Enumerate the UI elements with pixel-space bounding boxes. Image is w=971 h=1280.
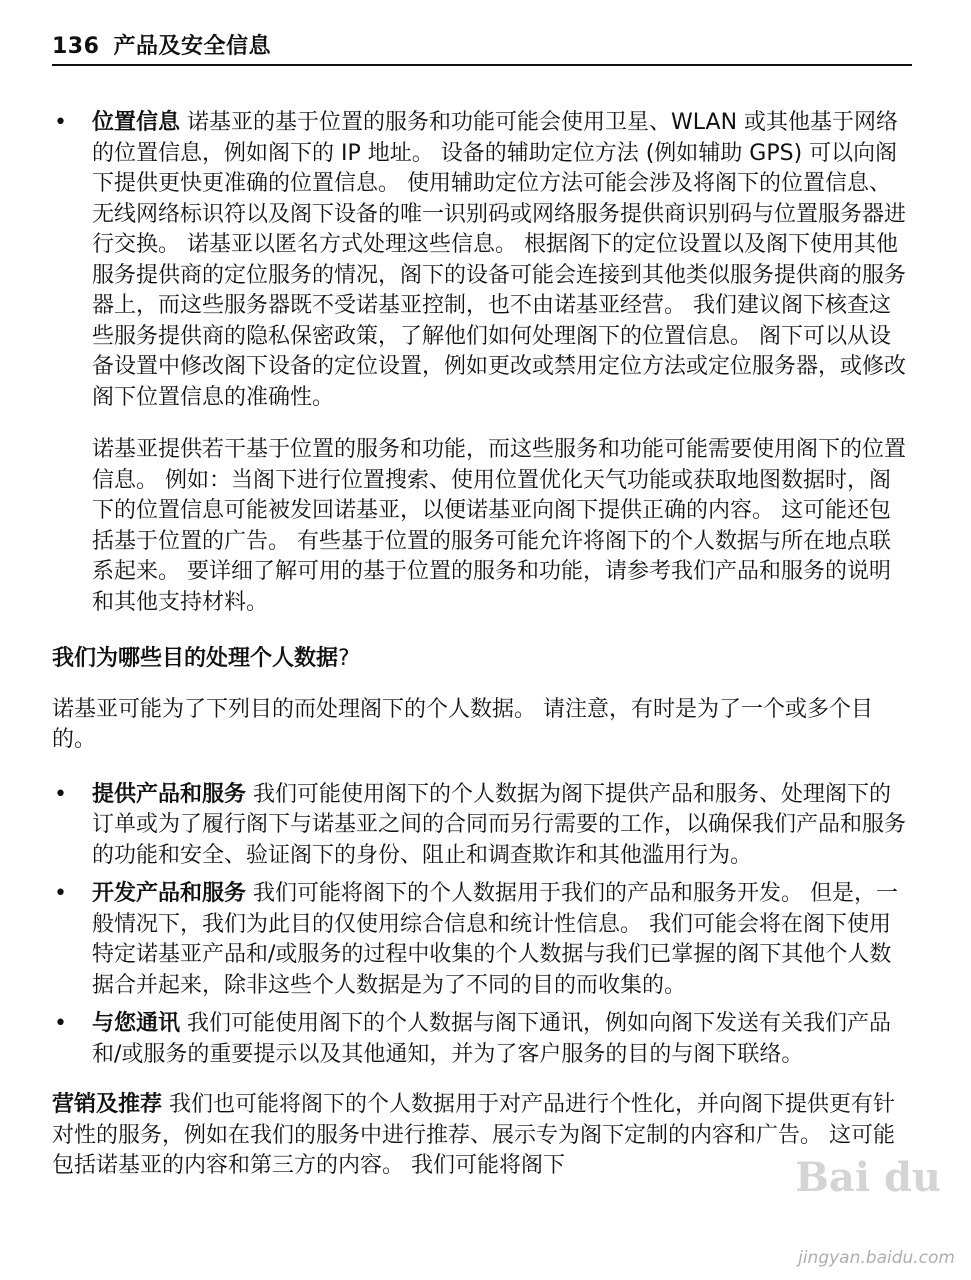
bullet-dot: • — [54, 1011, 67, 1036]
list-item-text — [92, 1009, 912, 1070]
page-header-title: 产品及安全信息 — [113, 34, 271, 59]
list-item — [52, 780, 912, 872]
location-paragraph — [92, 108, 912, 413]
purposes-heading-text: 我们为哪些目的处理个人数据 — [52, 646, 339, 671]
location-term: 位置信息 — [92, 110, 181, 135]
bullet-dot: • — [54, 110, 67, 135]
page-header — [52, 30, 912, 66]
list-item-text — [92, 780, 912, 872]
list-item-body: 我们可能使用阁下的个人数据为阁下提供产品和服务、处理阁下的订单或为了履行阁下与诺基亚之间的合同而另行需要的工作，以确保我们产品和服务的功能和安全、验证阁下的身份、阻止和调查欺诈和其他滥用行为。 — [92, 781, 907, 868]
bullet-dot: • — [54, 881, 67, 906]
purposes-heading-mark: ? — [338, 646, 350, 671]
document-page — [52, 30, 912, 1182]
bullet-location-info — [52, 108, 912, 413]
list-item-term: 提供产品和服务 — [92, 781, 247, 807]
watermark-url: jingyan.baidu.com — [798, 1248, 955, 1268]
list-item — [52, 1009, 912, 1070]
page-number: 136 — [52, 34, 100, 59]
location-paragraph-2: 诺基亚提供若干基于位置的服务和功能，而这些服务和功能可能需要使用阁下的位置信息。 例如：当阁下进行位置搜索、使用位置优化天气功能或获取地图数据时，阁下的位置信息可能被发回诺基亚，以便诺基亚向阁下提供正确的内容。 这可能还包括基于位置的广告。 有些基于位置的服务可能允许将阁下的个人数据与所在地点联系起来。 要详细了解可用的基于位置的服务和功能，请参考我们产品和服务的说明和其他支持材料。 — [92, 437, 907, 615]
baidu-watermark — [761, 1154, 961, 1274]
purposes-list — [52, 780, 912, 1071]
marketing-term: 营销及推荐 — [52, 1092, 163, 1117]
page-content — [52, 108, 912, 1182]
bullet-dot: • — [54, 781, 67, 807]
marketing-text: 我们也可能将阁下的个人数据用于对产品进行个性化，并向阁下提供更有针对性的服务，例如在我们的服务中进行推荐、展示专为阁下定制的内容和广告。 这可能包括诺基亚的内容和第三方的内容。 我们可能将阁下 — [52, 1092, 896, 1178]
list-item-text — [92, 879, 912, 1001]
list-item-body: 我们可能将阁下的个人数据用于我们的产品和服务开发。 但是，一般情况下，我们为此目的仅使用综合信息和统计性信息。 我们可能会将在阁下使用特定诺基亚产品和/或服务的过程中收集的个人数据与我们已掌握的阁下其他个人数据合并起来，除非这些个人数据是为了不同的目的而收集的。 — [92, 881, 899, 998]
list-item — [52, 879, 912, 1001]
purposes-intro: 诺基亚可能为了下列目的而处理阁下的个人数据。 请注意，有时是为了一个或多个目的。 — [52, 696, 873, 752]
watermark-logo: Bai du — [795, 1154, 941, 1201]
list-item-term: 与您通讯 — [92, 1011, 181, 1036]
location-text: 诺基亚的基于位置的服务和功能可能会使用卫星、WLAN 或其他基于网络的位置信息，例如阁下的 IP 地址。 设备的辅助定位方法 (例如辅助 GPS) 可以向阁下提供更快更准确的位置信息。 使用辅助定位方法可能会涉及将阁下的位置信息、无线网络标识符以及阁下设备的唯一识别码或网络服务提供商识别码与位置服务器进行交换。 诺基亚以匿名方式处理这些信息。 根据阁下的定位设置以及阁下使用其他服务提供商的定位服务的情况，阁下的设备可能会连接到其他类似服务提供商的服务器上，而这些服务器既不受诺基亚控制，也不由诺基亚经营。 我们建议阁下核查这些服务提供商的隐私保密政策，了解他们如何处理阁下的位置信息。 阁下可以从设备设置中修改阁下设备的定位设置，例如更改或禁用定位方法或定位服务器，或修改阁下位置信息的准确性。 — [92, 110, 907, 410]
section-heading-purposes — [52, 644, 912, 675]
list-item-body: 我们可能使用阁下的个人数据与阁下通讯，例如向阁下发送有关我们产品和/或服务的重要提示以及其他通知，并为了客户服务的目的与阁下联络。 — [92, 1011, 892, 1067]
list-item-term: 开发产品和服务 — [92, 881, 247, 906]
